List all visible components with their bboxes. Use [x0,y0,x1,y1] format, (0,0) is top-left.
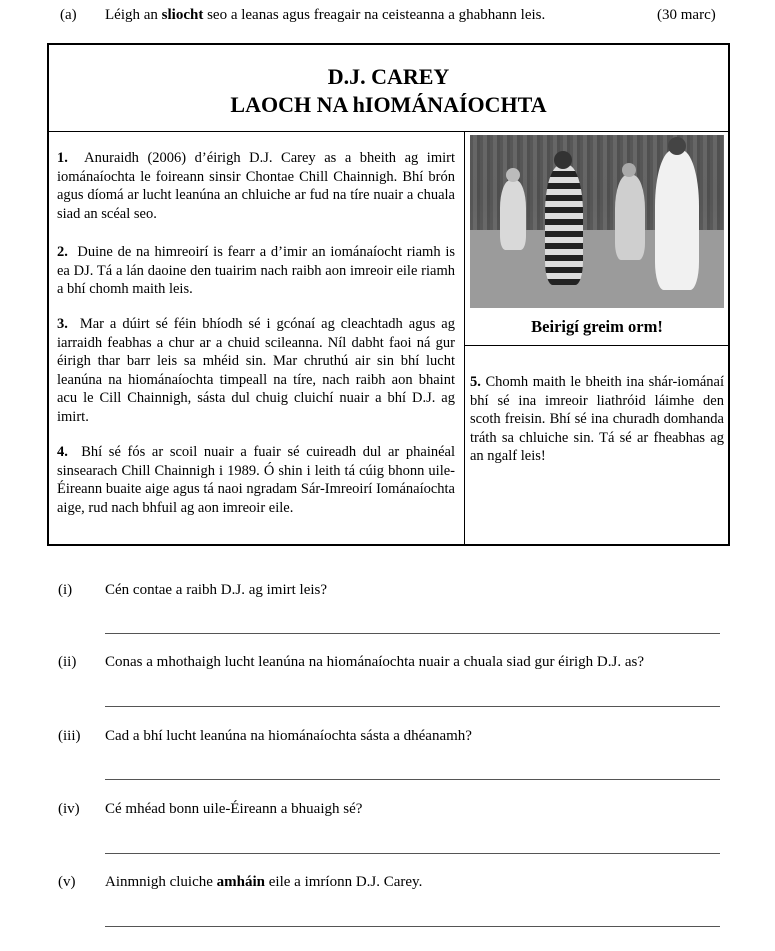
marks-label: (30 marc) [657,7,716,23]
instruction-text: Léigh an sliocht seo a leanas agus freagair na ceisteanna a ghabhann leis. [105,7,546,23]
paragraph-5: 5. Chomh maith le bheith ina shár-iománaí bhí sé ina imreoir liathróid láimhe den scoth freisin. Bhí sé ina churadh domhanda tráth sa chluiche sin. Tá sé ar fheabhas ag an ngalf leis! [470,374,725,464]
player-figure [545,165,583,285]
question-text: Cé mhéad bonn uile-Éireann a bhuaigh sé? [105,801,363,817]
paragraph-1: 1. Anuraidh (2006) d’éirigh D.J. Carey as a bheith ag imirt iománaíochta le foireann sinsir Chontae Chill Chainnigh. Bhí brón agus díomá ar lucht leanúna an chluiche ar fud na tíre nuair a chuala siad an scéal seo. [57,150,455,222]
player-figure [500,180,526,250]
answer-line[interactable] [105,706,720,707]
article-box [47,43,730,546]
article-header [49,45,728,132]
article-subtitle: LAOCH NA hIOMÁNAÍOCHTA [230,92,547,117]
part-label: (a) [60,7,77,23]
helmet [622,163,636,177]
player-figure [615,175,645,260]
hurling-photo [470,135,724,308]
article-title: D.J. CAREY [327,64,450,89]
helmet [668,137,686,155]
question-text: Cén contae a raibh D.J. ag imirt leis? [105,582,328,598]
question-text: Ainmnigh cluiche amháin eile a imríonn D.J. Carey. [105,874,423,890]
question-text: Conas a mhothaigh lucht leanúna na hiománaíochta nuair a chuala siad gur éirigh D.J. as? [105,654,644,670]
answer-line[interactable] [105,853,720,854]
question-label: (i) [58,582,73,598]
caption-divider [464,345,730,346]
helmet [554,151,572,169]
question-label: (iii) [58,728,81,744]
answer-line[interactable] [105,779,720,780]
question-text: Cad a bhí lucht leanúna na hiománaíochta sásta a dhéanamh? [105,728,472,744]
paragraph-3: 3. Mar a dúirt sé féin bhíodh sé i gcónaí ag cleachtadh agus ag iarraidh feabhas a chur ar a chuid scileanna. Níl dabht faoi ná gur éirigh thar barr leis sa mhéid sin. Mar chruthú air sin bhí lucht leanúna na hiománaíochta timpeall na tíre, nach raibh aon bhaint acu le Cill Chainnigh, sásta dul chuig cluichí nuair a bhí D.J. ag imirt. [57,316,455,425]
answer-line[interactable] [105,926,720,927]
answer-line[interactable] [105,633,720,634]
question-label: (ii) [58,654,77,670]
question-label: (iv) [58,801,80,817]
player-figure [655,150,699,290]
paragraph-2: 2. Duine de na himreoirí is fearr a d’imir an iománaíocht riamh is ea DJ. Tá a lán daoine den tuairim nach raibh aon imreoir eile riamh a bhí chomh maith leis. [57,244,456,297]
paragraph-4: 4. Bhí sé fós ar scoil nuair a fuair sé cuireadh dul ar phainéal sinsearach Chill Chainnigh i 1989. Ó shin i leith tá cúig bhonn uile-Éireann buaite aige agus tá naoi ngradam Sár-Imreoirí Iománaíochta aige, rud nach bhfuil ag aon imreoir eile. [57,444,456,516]
question-label: (v) [58,874,76,890]
column-divider [464,132,465,546]
photo-caption: Beirigí greim orm! [531,317,663,336]
helmet [506,168,520,182]
